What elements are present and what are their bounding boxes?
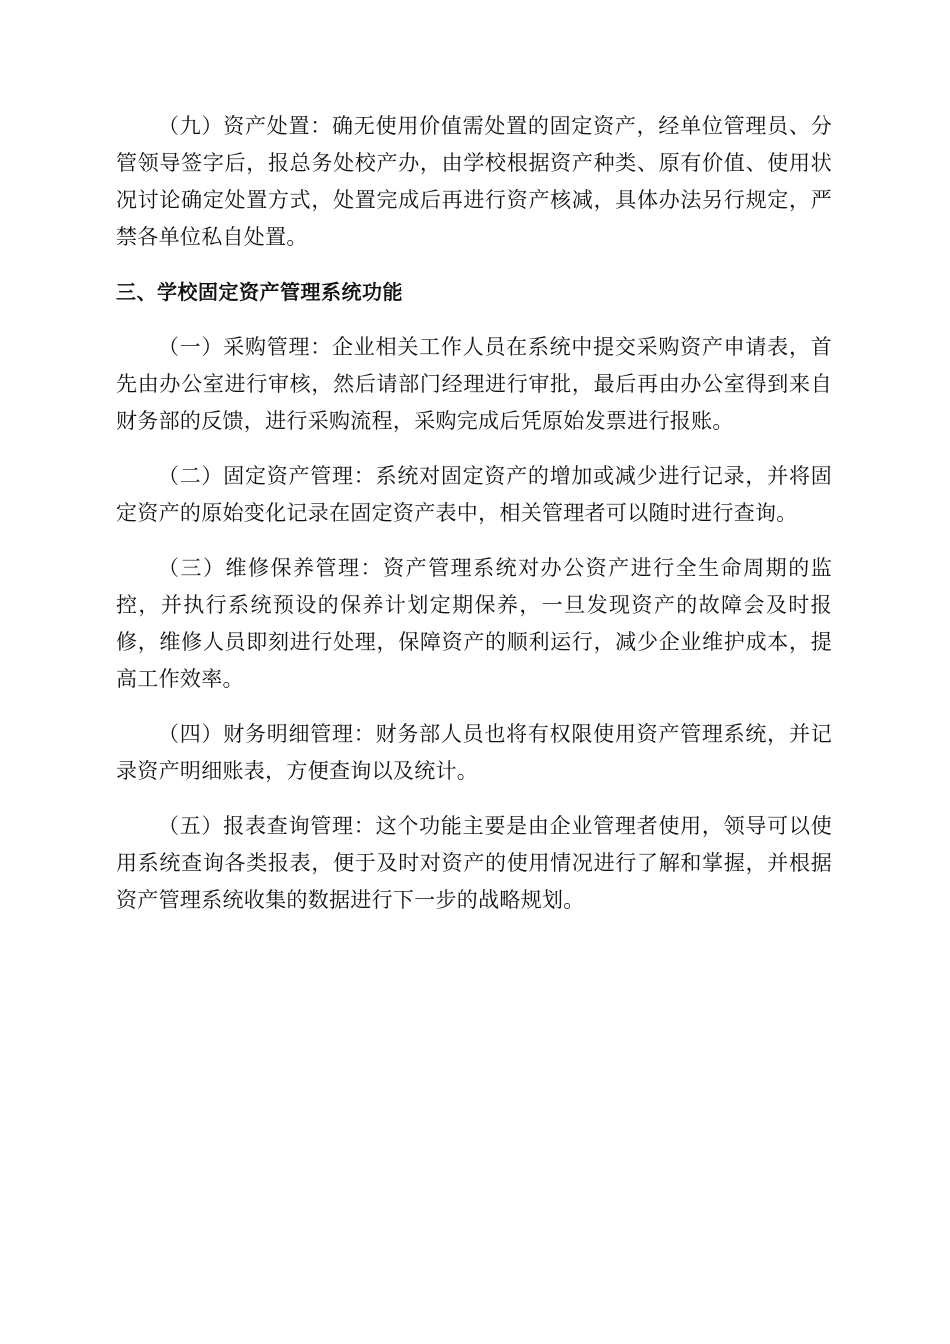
paragraph-procurement: （一）采购管理：企业相关工作人员在系统中提交采购资产申请表，首先由办公室进行审核，然后请部门经理进行审批，最后再由办公室得到来自财务部的反馈，进行采购流程，采购完成后凭原始发票进行报账。 <box>116 335 832 433</box>
paragraph-fixed-asset: （二）固定资产管理：系统对固定资产的增加或减少进行记录，并将固定资产的原始变化记录在固定资产表中，相关管理者可以随时进行查询。 <box>116 464 832 525</box>
paragraph-report-query: （五）报表查询管理：这个功能主要是由企业管理者使用，领导可以使用系统查询各类报表，便于及时对资产的使用情况进行了解和掌握，并根据资产管理系统收集的数据进行下一步的战略规划。 <box>116 814 832 912</box>
document-page <box>116 108 832 937</box>
section-heading: 三、学校固定资产管理系统功能 <box>116 280 403 304</box>
paragraph-maintenance: （三）维修保养管理：资产管理系统对办公资产进行全生命周期的监控，并执行系统预设的保养计划定期保养，一旦发现资产的故障会及时报修，维修人员即刻进行处理，保障资产的顺利运行，减少企业维护成本，提高工作效率。 <box>116 556 832 691</box>
paragraph-asset-disposal: （九）资产处置：确无使用价值需处置的固定资产，经单位管理员、分管领导签字后，报总务处校产办，由学校根据资产种类、原有价值、使用状况讨论确定处置方式，处置完成后再进行资产核减，具体办法另行规定，严禁各单位私自处置。 <box>116 114 832 249</box>
paragraph-finance: （四）财务明细管理：财务部人员也将有权限使用资产管理系统，并记录资产明细账表，方便查询以及统计。 <box>116 722 832 783</box>
